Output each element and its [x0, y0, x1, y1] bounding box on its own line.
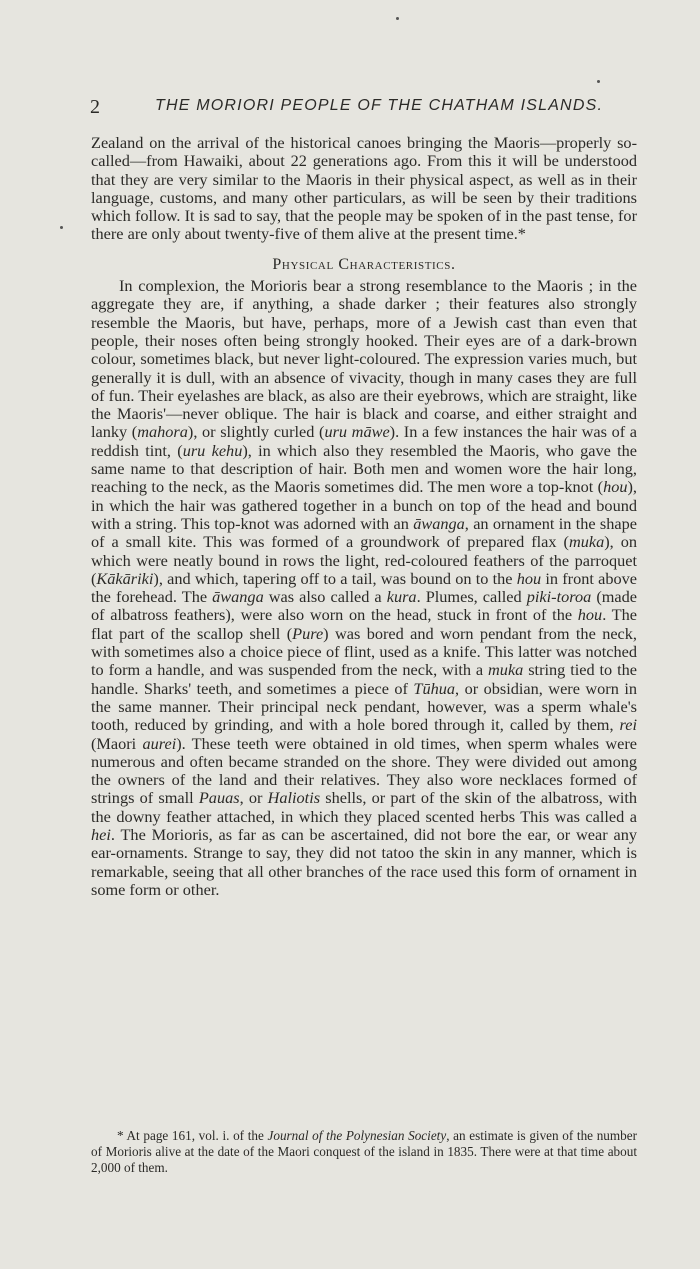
section-heading: Physical Characteristics.: [272, 255, 456, 273]
body-text: [91, 134, 637, 899]
paragraph-continued: Zealand on the arrival of the historical canoes bringing the Maoris—properly so-called—from Hawaiki, about 22 generations ago. From this it will be understood that they are very similar to the Maoris in their physical aspect, as well as in their language, customs, and many other particulars, as will be seen by their traditions which follow. It is sad to say, that the people may be spoken of in the past tense, for there are only about twenty-five of them alive at the present time.*: [91, 133, 637, 244]
text-run: . The flat part of the scallop shell (: [91, 605, 637, 643]
page-number: 2: [90, 96, 100, 118]
text-run: . Plumes, called: [416, 587, 527, 607]
text-run: ), in which also they resembled the Maoris, who gave the same name to that description of hair. Both men and women wore the hair long, reaching to the neck, as the Maoris sometimes did. The men wore a top-knot (: [91, 440, 638, 497]
text-run: , or: [239, 788, 268, 808]
maori-term: āwanga: [413, 513, 465, 533]
text-run: In complexion, the Morioris bear a strong resemblance to the Maoris ; in the aggregate they are, if anything, a shade darker ; their features also strongly resemble the Maoris, but have, perhaps, more of a Jewish cast than even that people, their noses often being strongly hooked. Their eyes are of a dark-brown colour, sometimes black, but never light-coloured. The expression varies much, but generally it is dull, with an absence of vivacity, though in many cases they are full of fun. Their eyelashes are black, as also are their eyebrows, which are straight, like the Maoris'—never oblique. The hair is black and coarse, and either straight and lanky (: [91, 276, 637, 442]
text-run: ), on which were neatly bound in rows the light, red-coloured feathers of the parroquet (: [91, 532, 637, 588]
maori-term: Kākāriki: [96, 568, 154, 588]
maori-term: mahora: [137, 422, 188, 442]
text-run: * At page 161, vol. i. of the: [117, 1128, 268, 1144]
text-run: ), in which the hair was gathered together in a bunch on top of the head and bound with a string. This top-knot was adorned with an: [91, 477, 637, 533]
text-run: shells, or part of the skin of the albatross, with the downy feather attached, in which they placed scented herbs This was called a: [91, 788, 638, 826]
maori-term: piki-toroa: [526, 587, 592, 607]
text-run: , or obsidian, were worn in the same manner. Their principal neck pendant, however, was a sperm whale's tooth, reduced by grinding, and with a hole bored through it, called by them,: [91, 678, 637, 735]
text-run: , an estimate is given of the number of Morioris alive at the date of the Maori conquest of the island in 1835. There were at that time about 2,000 of them.: [91, 1128, 637, 1176]
maori-term: uru māwe: [324, 422, 390, 442]
text-run: was also called a: [263, 587, 387, 607]
text-run: , an ornament in the shape of a small kite. This was formed of a groundwork of prepared flax (: [91, 513, 638, 552]
maori-term: Tūhua: [413, 678, 456, 698]
maori-term: āwanga: [212, 587, 264, 607]
maori-term: hou: [577, 605, 603, 625]
running-title: THE MORIORI PEOPLE OF THE CHATHAM ISLANDS.: [155, 97, 604, 114]
maori-term: uru kehu: [182, 440, 243, 460]
maori-term: aurei: [142, 733, 177, 753]
maori-term: hei: [91, 824, 111, 844]
maori-term: muka: [488, 660, 524, 680]
text-run: . The Morioris, as far as can be ascertained, did not bore the ear, or wear any ear-ornaments. Strange to say, they did not tatoo the skin in any manner, which is remarkable, seeing that all other branches of the race used this form of ornament in some form or other.: [91, 824, 637, 899]
running-head: [90, 96, 610, 120]
maori-term: hou: [516, 568, 542, 588]
maori-term: Pure: [292, 623, 324, 643]
paper-speck: [396, 17, 399, 20]
text-run: ). These teeth were obtained in old times, when sperm whales were numerous and often became stranded on the shore. They were divided out among the owners of the land and their relatives. They also wore necklaces formed of strings of small: [91, 733, 637, 808]
maori-term: rei: [619, 715, 637, 735]
maori-term: Haliotis: [267, 788, 321, 808]
text-run: ) was bored and worn pendant from the neck, with sometimes also a choice piece of flint, used as a knife. This latter was notched to form a handle, and was suspended from the neck, with a: [91, 623, 637, 680]
text-run: ). In a few instances the hair was of a reddish tint, (: [91, 422, 638, 460]
maori-term: Pauas: [198, 788, 240, 808]
text-run: string tied to the handle. Sharks' teeth, and sometimes a piece of: [91, 660, 637, 698]
paragraph-physical-characteristics: [91, 277, 637, 899]
text-run: ), and which, tapering off to a tail, was bound on to the: [153, 568, 517, 588]
paper-speck: [60, 226, 63, 229]
text-run: (Maori: [91, 733, 143, 753]
footnote: [91, 1128, 637, 1176]
maori-term: hou: [603, 477, 628, 497]
text-run: in front above the forehead. The: [91, 568, 637, 607]
journal-title: Journal of the Polynesian Society: [267, 1128, 447, 1144]
text-run: ), or slightly curled (: [187, 422, 325, 442]
maori-term: kura: [386, 587, 417, 607]
maori-term: muka: [568, 532, 605, 552]
text-run: (made of albatross feathers), were also worn on the head, stuck in front of the: [91, 587, 637, 625]
paper-speck: [597, 80, 600, 83]
